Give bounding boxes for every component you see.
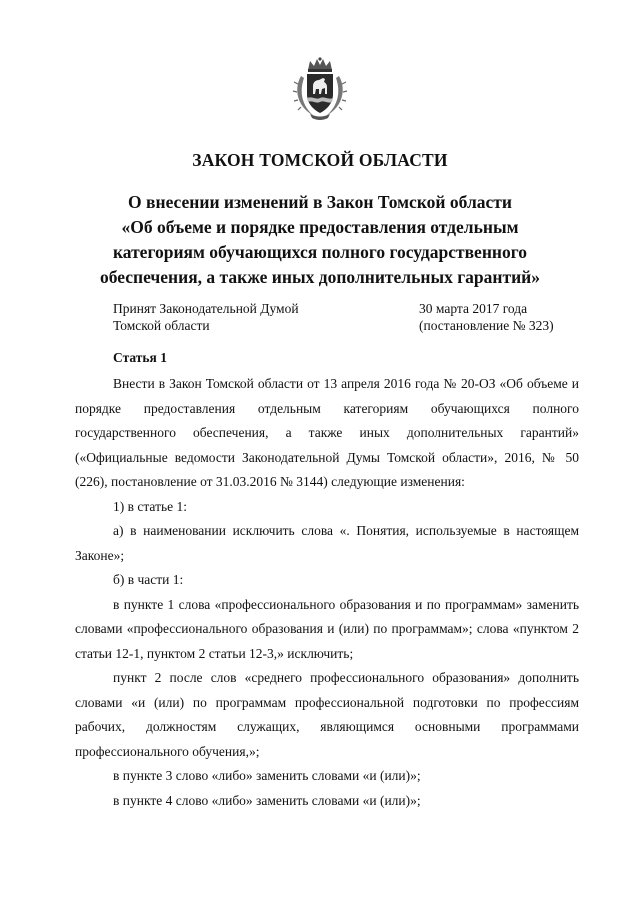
article-paragraph: 1) в статье 1: <box>113 498 187 514</box>
article-paragraph: а) в наименовании исключить слова «. Понятия, используемые в настоящем Законе»; <box>75 523 579 563</box>
article-paragraph: б) в части 1: <box>113 572 184 587</box>
article-paragraph: в пункте 3 слово «либо» заменить словами «и (или)»; <box>113 768 421 783</box>
adoption-date-line: 30 марта 2017 года <box>419 301 528 316</box>
tomsk-oblast-coat-of-arms-icon <box>292 56 348 122</box>
law-subtitle <box>40 190 600 290</box>
article-paragraph: в пункте 1 слова «профессионального образования и по программам» заменить словами «профессионального образования и (или) по программам»; слова «пунктом 2 статьи 12-1, пунктом 2 статьи 12-3,» исключить; <box>75 596 579 661</box>
adoption-date <box>419 300 579 334</box>
adoption-body-line: Томской области <box>113 318 210 333</box>
adoption-resolution: (постановление № 323) <box>419 318 554 333</box>
subtitle-line: категориям обучающихся полного государственного <box>112 242 528 262</box>
subtitle-line: обеспечения, а также иных дополнительных гарантий» <box>99 267 541 287</box>
subtitle-line: О внесении изменений в Закон Томской области <box>128 192 512 212</box>
subtitle-line: «Об объеме и порядке предоставления отдельным <box>121 217 519 237</box>
article-heading: Статья 1 <box>113 350 167 365</box>
adoption-body-line: Принят Законодательной Думой <box>113 301 299 316</box>
article-paragraph: Внести в Закон Томской области от 13 апреля 2016 года № 20-ОЗ «Об объеме и порядке предоставления отдельным категориям обучающихся полного государственного обеспечения, а также иных дополнительных гарантий» («Официальные ведомости Законодательной Думы Томской области», 2016, № 50 (226), постановление от 31.03.2016 № 3144) следующие изменения: <box>75 376 579 489</box>
article-paragraph: в пункте 4 слово «либо» заменить словами «и (или)»; <box>113 792 421 808</box>
article-paragraph: пункт 2 после слов «среднего профессионального образования» дополнить словами «и (или) по программам профессиональной подготовки по профессиям рабочих, должностям служащих, являющимся основными программами профессионального обучения,»; <box>75 670 579 759</box>
adoption-body <box>113 300 373 334</box>
law-title: ЗАКОН ТОМСКОЙ ОБЛАСТИ <box>192 150 448 170</box>
article-body <box>75 372 579 813</box>
